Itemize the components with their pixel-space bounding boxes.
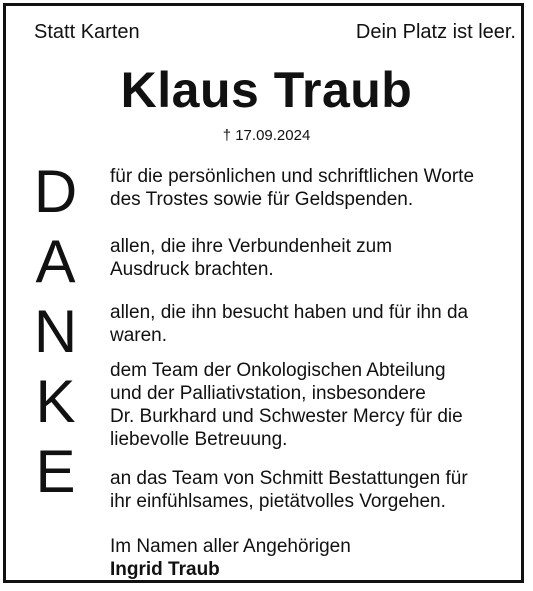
thanks-paragraph-funeral-home [110, 467, 520, 513]
paragraph-line: für die persönlichen und schriftlichen Worte [110, 166, 475, 187]
paragraph-line: des Trostes sowie für Geldspenden. [110, 189, 414, 210]
thanks-paragraph-words [110, 165, 520, 211]
paragraph-line: allen, die ihre Verbundenheit zum [110, 236, 393, 257]
deceased-name: Klaus Traub [120, 62, 413, 118]
paragraph-line: liebevolle Betreuung. [110, 429, 288, 450]
closing-line: Im Namen aller Angehörigen [110, 536, 351, 557]
death-date: † 17.09.2024 [222, 127, 311, 144]
paragraph-line: ihr einfühlsames, pietätvolles Vorgehen. [110, 491, 446, 512]
paragraph-line: Ausdruck brachten. [110, 259, 274, 280]
header-right-text: Dein Platz ist leer. [355, 21, 516, 43]
closing-block [110, 535, 520, 581]
paragraph-line: Dr. Burkhard und Schwester Mercy für die [110, 406, 463, 427]
thanks-paragraph-visits [110, 301, 520, 347]
paragraph-line: an das Team von Schmitt Bestattungen für [110, 468, 468, 489]
danke-letter-e: E [35, 438, 76, 505]
thanks-paragraph-solidarity [110, 235, 520, 281]
danke-letter-d: D [33, 158, 78, 225]
danke-vertical-word [33, 157, 78, 507]
paragraph-line: waren. [110, 325, 168, 346]
paragraph-line: und der Palliativstation, insbesondere [110, 383, 426, 404]
danke-letter-k: K [35, 368, 76, 435]
paragraph-line: dem Team der Onkologischen Abteilung [110, 360, 446, 381]
danke-letter-n: N [33, 298, 78, 365]
header-left-text: Statt Karten [34, 21, 140, 43]
paragraph-line: allen, die ihn besucht haben und für ihn da [110, 302, 469, 323]
signer-name: Ingrid Traub [110, 559, 220, 580]
thanks-paragraph-care-team [110, 359, 520, 451]
danke-letter-a: A [35, 228, 76, 295]
